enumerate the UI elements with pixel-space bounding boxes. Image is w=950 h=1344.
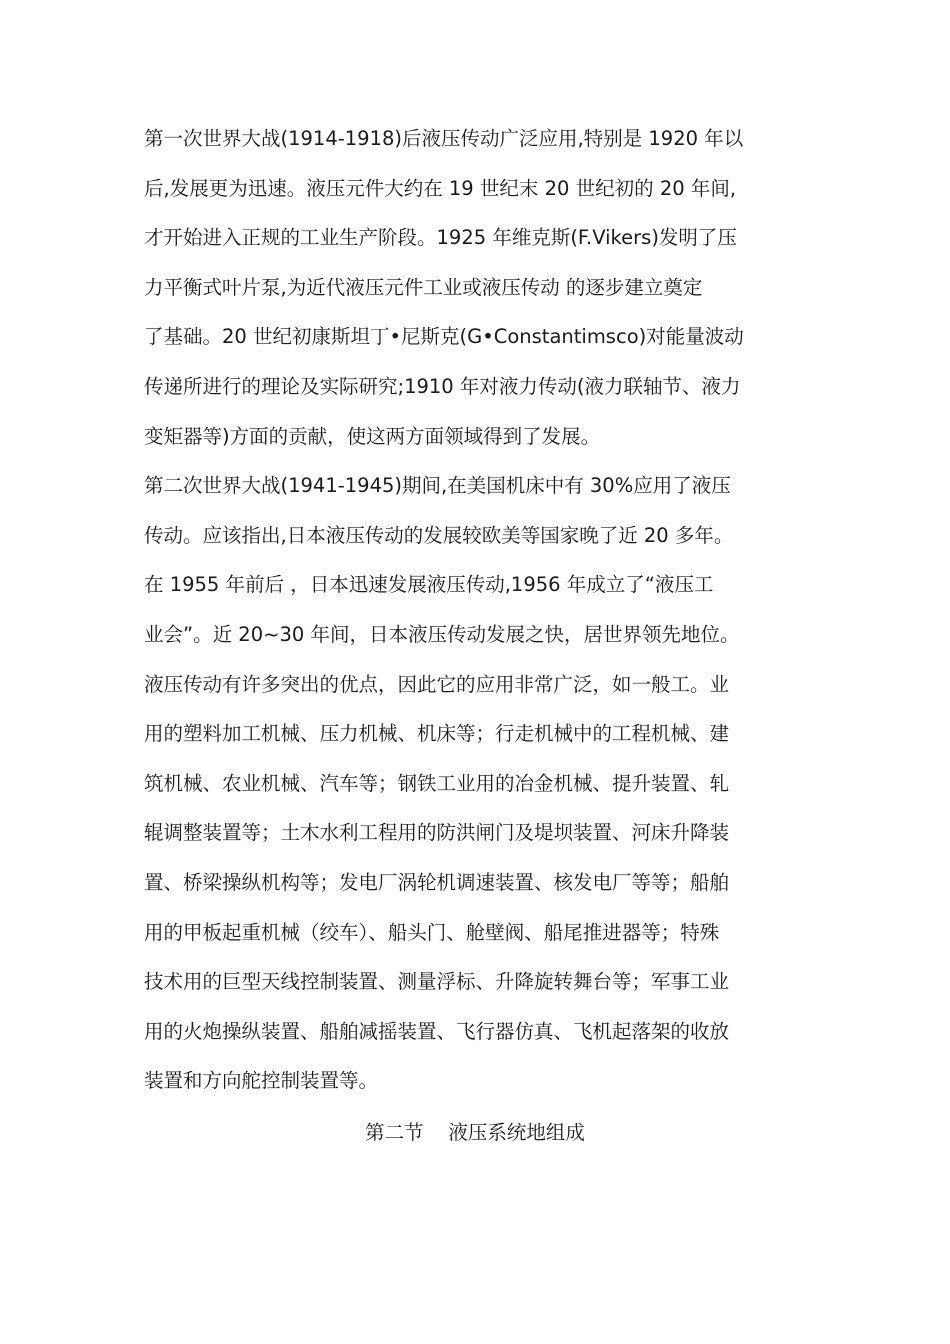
text-line: 用的甲板起重机械（绞车）、船头门、舱壁阀、船尾推进器等；特殊 (144, 920, 720, 944)
text-line: 用的塑料加工机械、压力机械、机床等；行走机械中的工程机械、建 (144, 722, 730, 746)
text-line: 传递所进行的理论及实际研究;1910 年对液力传动(液力联轴节、液力 (144, 374, 741, 398)
text-line: 在 1955 年前后 ，日本迅速发展液压传动,1956 年成立了“液压工 (144, 573, 714, 597)
section-heading: 第二节 液压系统地组成 (365, 1121, 585, 1144)
text-line: 传动。应该指出,日本液压传动的发展较欧美等国家晚了近 20 多年。 (144, 523, 734, 547)
text-line: 筑机械、农业机械、汽车等；钢铁工业用的冶金机械、提升装置、轧 (144, 771, 730, 795)
text-line: 后,发展更为迅速。液压元件大约在 19 世纪末 20 世纪初的 20 年间, (144, 176, 737, 200)
text-line: 才开始进入正规的工业生产阶段。1925 年维克斯(F.Vikers)发明了压 (144, 226, 737, 250)
text-line: 业会”。近 20~30 年间，日本液压传动发展之快，居世界领先地位。 (144, 622, 740, 646)
text-line: 液压传动有许多突出的优点，因此它的应用非常广泛，如一般工。业 (144, 672, 730, 696)
text-line: 技术用的巨型天线控制装置、测量浮标、升降旋转舞台等；军事工业 (144, 970, 730, 994)
text-line: 变矩器等)方面的贡献，使这两方面领域得到了发展。 (144, 424, 601, 448)
body-text (144, 114, 814, 1106)
text-line: 置、桥梁操纵机构等；发电厂涡轮机调速装置、核发电厂等等；船舶 (144, 870, 730, 894)
text-line: 第二次世界大战(1941-1945)期间,在美国机床中有 30%应用了液压 (144, 474, 731, 498)
text-line: 装置和方向舵控制装置等。 (144, 1069, 379, 1093)
text-line: 第一次世界大战(1914-1918)后液压传动广泛应用,特别是 1920 年以 (144, 127, 744, 150)
text-line: 用的火炮操纵装置、船舶减摇装置、飞行器仿真、飞机起落架的收放 (144, 1019, 730, 1043)
text-line: 辊调整装置等；土木水利工程用的防洪闸门及堤坝装置、河床升降装 (144, 821, 730, 845)
text-line: 了基础。20 世纪初康斯坦丁•尼斯克(G•Constantimsco)对能量波动 (144, 325, 744, 349)
text-line: 力平衡式叶片泵,为近代液压元件工业或液压传动 的逐步建立奠定 (144, 275, 703, 299)
